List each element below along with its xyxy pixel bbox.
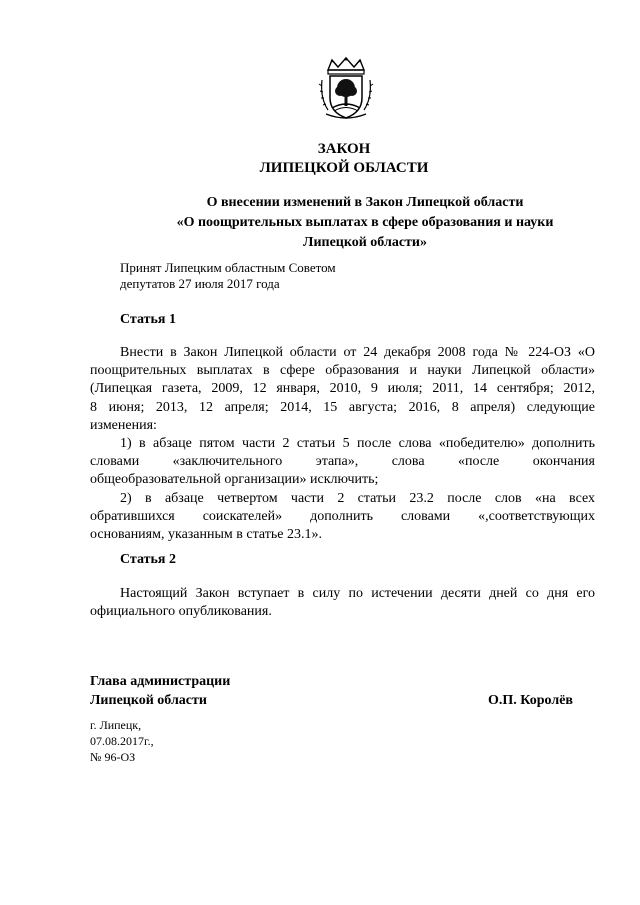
text-line: официального опубликования. [90, 604, 272, 620]
text-line: Настоящий Закон вступает в силу по истечении десяти дней со дня его [120, 586, 595, 601]
text-line: (Липецкая газета, 2009, 12 января, 2010, 9 июля; 2011, 14 сентября; 2012, [90, 381, 595, 397]
text-line: Внести в Закон Липецкой области от 24 декабря 2008 года № 224-ОЗ «О [120, 345, 595, 360]
position-line: Липецкой области [90, 693, 207, 708]
signatory-position [90, 672, 230, 710]
article-1-text [90, 344, 595, 544]
adoption-note [120, 260, 336, 292]
article-2-text [90, 585, 595, 621]
subtitle-line: Липецкой области» [303, 235, 427, 250]
document-type-heading: ЗАКОН [317, 141, 371, 157]
region-heading: ЛИПЕЦКОЙ ОБЛАСТИ [259, 160, 429, 176]
text-line: 2) в абзаце четвертом части 2 статьи 23.2 после слов «на всех [120, 490, 595, 506]
law-number-line: № 96-ОЗ [90, 750, 136, 764]
signatory-name: О.П. Королёв [488, 693, 573, 708]
law-subtitle [150, 193, 580, 253]
article-2-title: Статья 2 [120, 552, 176, 567]
text-line: общеобразовательной организации» исключить; [90, 472, 379, 488]
article-1-title: Статья 1 [120, 312, 176, 327]
text-line: 1) в абзаце пятом части 2 статьи 5 после слова «победителю» дополнить [120, 436, 595, 452]
subtitle-line: «О поощрительных выплатах в сфере образования и науки [176, 215, 554, 230]
text-line: основаниям, указанным в статье 23.1». [90, 527, 322, 543]
position-line: Глава администрации [90, 674, 231, 689]
place-date-number [90, 717, 154, 765]
city-line: г. Липецк, [90, 718, 142, 732]
text-line: 8 июня; 2013, 12 апреля; 2014, 15 августа; 2016, 8 апреля) следующие [90, 399, 595, 415]
adoption-line: Принят Липецким областным Советом [120, 260, 336, 275]
text-line: поощрительных выплатах в сфере образования и науки Липецкой области» [90, 363, 595, 379]
text-line: изменения: [90, 417, 157, 433]
subtitle-line: О внесении изменений в Закон Липецкой области [206, 195, 524, 210]
date-line: 07.08.2017г., [90, 734, 154, 748]
adoption-line: депутатов 27 июля 2017 года [120, 276, 280, 291]
text-line: обратившихся соискателей» дополнить словами «,соответствующих [90, 508, 595, 524]
text-line: словами «заключительного этапа», слова «после окончания [90, 454, 595, 470]
coat-of-arms-icon [318, 56, 374, 122]
